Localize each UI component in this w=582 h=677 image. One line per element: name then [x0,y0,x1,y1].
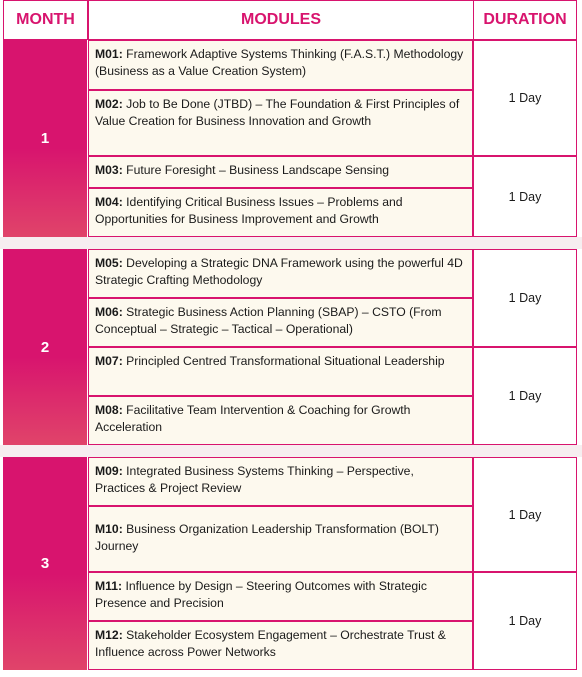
module-row [88,249,473,298]
module-code: M10: [95,522,127,536]
module-title: Framework Adaptive Systems Thinking (F.A.S.T.) Methodology (Business as a Value Creation System) [95,47,464,78]
duration-cell: 1 Day [473,40,577,156]
module-row [88,188,473,237]
duration-cell: 1 Day [473,572,577,670]
module-code: M03: [95,163,127,177]
module-row [88,396,473,445]
module-title: Identifying Critical Business Issues – Problems and Opportunities for Business Improvement and Growth [95,195,403,226]
module-title: Influence by Design – Steering Outcomes with Strategic Presence and Precision [95,579,427,610]
month-1-cell: 1 [3,40,87,237]
module-row [88,347,473,396]
module-code: M12: [95,628,127,642]
month-3-cell: 3 [3,457,87,670]
duration-header: DURATION [473,0,577,40]
module-title: Strategic Business Action Planning (SBAP) – CSTO (From Conceptual – Strategic – Tactical – Operational) [95,305,442,336]
module-row [88,621,473,670]
section-divider [0,237,582,249]
module-code: M06: [95,305,127,319]
module-title: Stakeholder Ecosystem Engagement – Orchestrate Trust & Influence across Power Networks [95,628,446,659]
month-header: MONTH [3,0,88,40]
section-divider [0,445,582,457]
module-row [88,298,473,347]
month-2-cell: 2 [3,249,87,445]
module-code: M01: [95,47,127,61]
module-row [88,156,473,188]
duration-cell: 1 Day [473,156,577,237]
module-code: M02: [95,97,127,111]
module-row [88,457,473,506]
module-title: Business Organization Leadership Transformation (BOLT) Journey [95,522,439,553]
duration-cell: 1 Day [473,249,577,347]
duration-cell: 1 Day [473,347,577,445]
module-title: Principled Centred Transformational Situational Leadership [126,354,445,368]
module-row [88,572,473,621]
module-title: Facilitative Team Intervention & Coaching for Growth Acceleration [95,403,411,434]
modules-header: MODULES [88,0,474,40]
module-code: M09: [95,464,127,478]
module-code: M11: [95,579,126,593]
module-title: Integrated Business Systems Thinking – Perspective, Practices & Project Review [95,464,414,495]
module-code: M05: [95,256,127,270]
module-row [88,90,473,156]
module-title: Developing a Strategic DNA Framework using the powerful 4D Strategic Crafting Methodology [95,256,463,287]
module-title: Future Foresight – Business Landscape Sensing [126,163,390,177]
module-title: Job to Be Done (JTBD) – The Foundation & First Principles of Value Creation for Business Innovation and Growth [95,97,460,128]
module-code: M04: [95,195,127,209]
module-row [88,40,473,90]
module-row [88,506,473,572]
module-code: M07: [95,354,127,368]
duration-cell: 1 Day [473,457,577,572]
module-code: M08: [95,403,127,417]
